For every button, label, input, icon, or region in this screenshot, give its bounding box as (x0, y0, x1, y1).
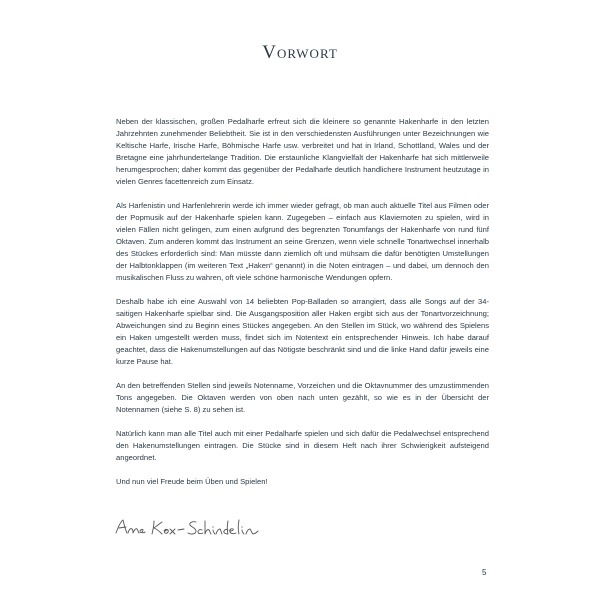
paragraph-intro: Neben der klassischen, großen Pedalharfe erfreut sich die kleinere so genannte Hakenharfe in den letzten Jahrzehnten zunehmender Beliebtheit. Sie ist in den verschiedensten Ausführungen unter Bezeichnungen wie Keltische Harfe, Irische Harfe, Böhmische Harfe usw. verbreitet und hat in Irland, Schottland, Wales und der Bretagne eine jahrhundertelange Tradition. Die erstaunliche Klangvielfalt der Hakenharfe hat sich mittlerweile herumgesprochen; daher kommt das gegenüber der Pedalharfe deutlich handlichere Instrument heutzutage in vielen Genres facettenreich zum Einsatz. (116, 117, 489, 186)
paragraph-notation: An den betreffenden Stellen sind jeweils Notenname, Vorzeichen und die Oktavnummer des umzustimmenden Tons angegeben. Die Oktaven werden von oben nach unten gezählt, so wie es in der Übersicht der Notennamen (siehe S. 8) zu sehen ist. (116, 381, 489, 414)
paragraph-pedal-harp: Natürlich kann man alle Titel auch mit einer Pedalharfe spielen und sich dafür die Pedalwechsel entsprechend den Hakenumstellungen eintragen. Die Stücke sind in diesem Heft nach ihrer Schwierigkeit aufsteigend angeordnet. (116, 429, 489, 462)
paragraph-arrangement: Deshalb habe ich eine Auswahl von 14 beliebten Pop-Balladen so arrangiert, dass alle Songs auf der 34-saitigen Hakenharfe spielbar sind. Die Ausgangsposition aller Haken ergibt sich aus der Tonartvorzeichnung; Abweichungen sind zu Beginn eines Stückes angegeben. An den Stellen im Stück, wo während des Spielens ein Haken umgestellt werden muss, findet sich im Notentext ein entsprechender Hinweis. Ich habe darauf geachtet, dass die Hakenumstellungen auf das Nötigste beschränkt sind und die linke Hand dafür jeweils eine kurze Pause hat. (116, 297, 489, 366)
preface-body (116, 116, 489, 488)
page-number: 5 (482, 568, 487, 577)
paragraph-closing: Und nun viel Freude beim Üben und Spielen! (116, 477, 268, 486)
paragraph-question: Als Harfenistin und Harfenlehrerin werde ich immer wieder gefragt, ob man auch aktuelle Titel aus Filmen oder der Popmusik auf der Hakenharfe spielen kann. Zugegeben – einfach aus Klaviernoten zu spielen, wird in vielen Fällen nicht gelingen, zum einen aufgrund des begrenzten Tonumfangs der Hakenharfe von rund fünf Oktaven. Zum anderen kommt das Instrument an seine Grenzen, wenn viele schnelle Tonartwechsel innerhalb des Stückes erforderlich sind: Man müsste dann ziemlich oft und mühsam die dafür benötigten Umstellungen der Halbtonklappen (im weiteren Text „Haken“ genannt) in die Noten eintragen – und dabei, um dennoch den musikalischen Fluss zu wahren, oft viele schöne harmonische Wendungen opfern. (116, 201, 489, 282)
handwritten-signature (112, 515, 262, 541)
page-title: Vorwort (262, 42, 338, 63)
